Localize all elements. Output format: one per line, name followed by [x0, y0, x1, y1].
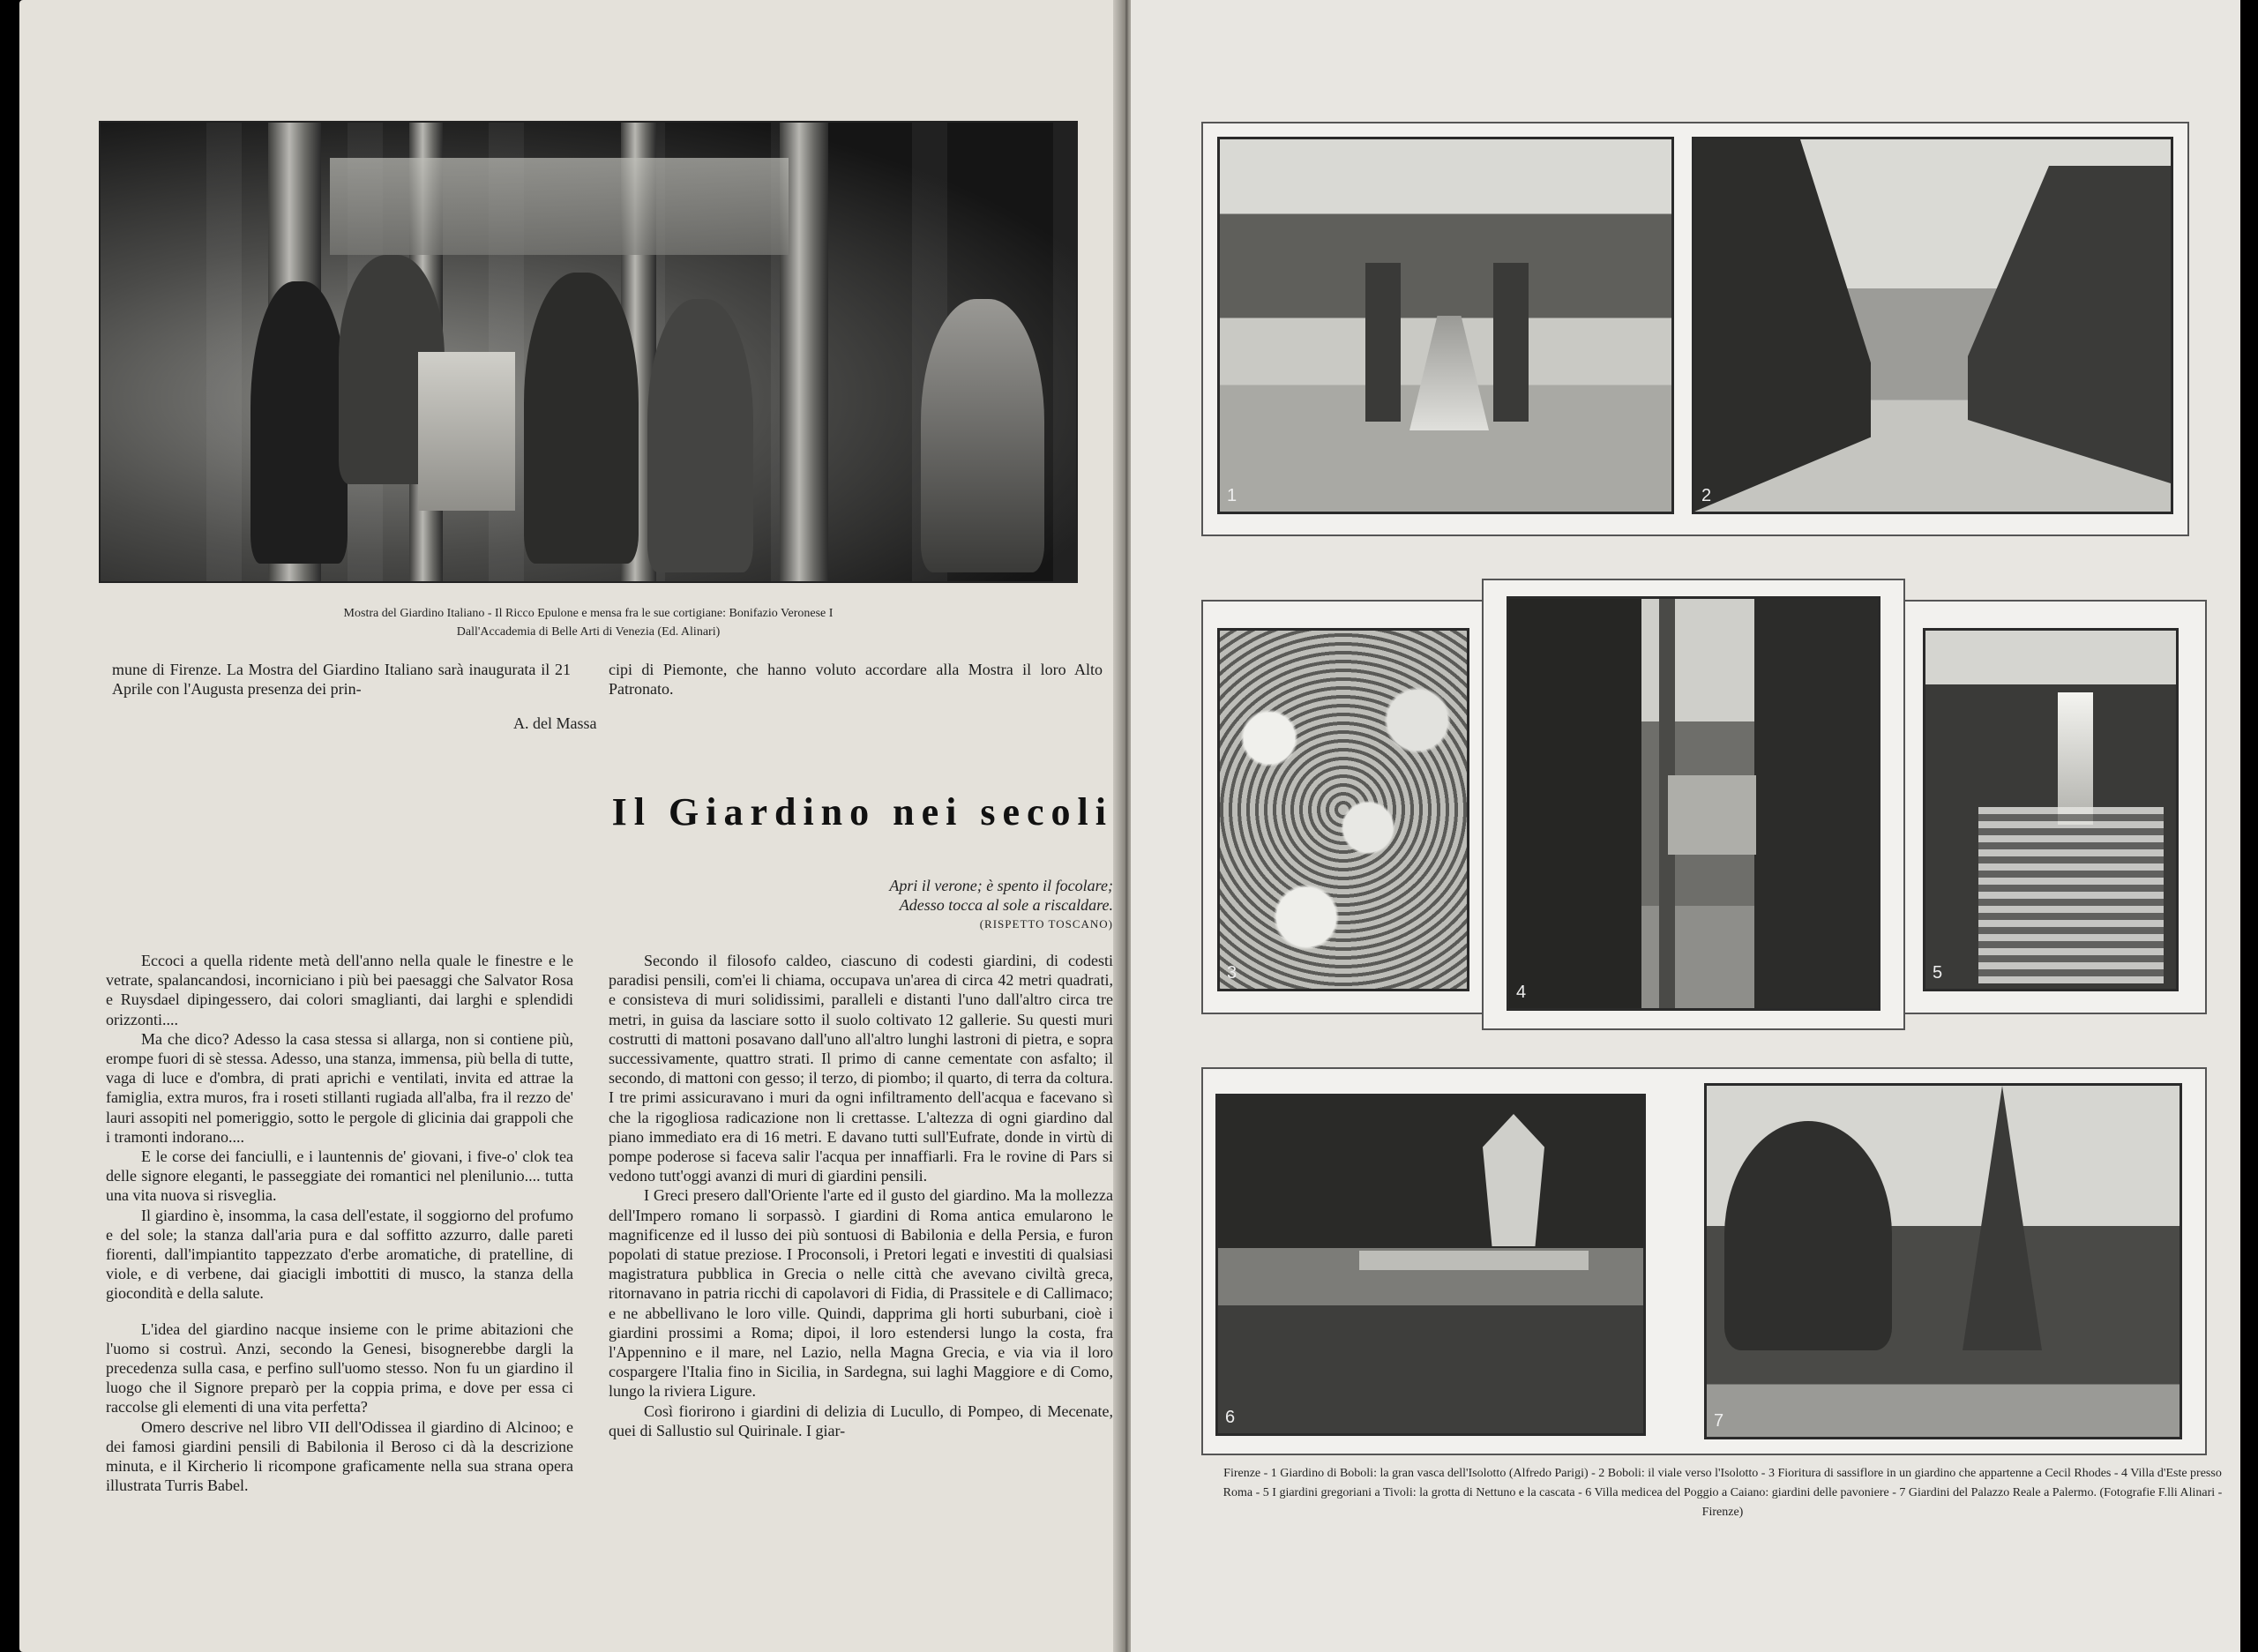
- photo-pavilion: [1483, 1114, 1544, 1246]
- left-page: [19, 0, 1124, 1652]
- painting-figure: [921, 299, 1044, 572]
- epigraph-line2: Adesso tocca al sole a riscaldare.: [899, 896, 1113, 914]
- photo-cypress-right: [1754, 599, 1878, 1008]
- painting-illustration: [99, 121, 1078, 583]
- article-column-1: [106, 951, 573, 1495]
- paragraph: Omero descrive nel libro VII dell'Odissea il giardino di Alcinoo; e dei famosi giardini pensili di Babilonia il Beroso ci dà la descrizione minuta, e il Kircherio li ricompone graficamente nella sua strana opera illustrata Turris Babel.: [106, 1417, 573, 1495]
- photo-number: 6: [1225, 1408, 1236, 1427]
- photo-number: 2: [1701, 486, 1712, 505]
- paragraph: Il giardino è, insomma, la casa dell'estate, il soggiorno del profumo e del sole; la stanza dall'aria pura e dal soffitto azzurro, dalle pareti fiorenti, dall'impiantito tappezzato d'erbe aromatiche, di pratelline, di viole, e di verbene, dai giacigli imbottiti di musco, la stanza della giocondità e della salute.: [106, 1206, 573, 1303]
- photo-detail: [1493, 263, 1529, 422]
- photo-tivoli-cascata: [1923, 628, 2179, 991]
- epigraph-source: (RISPETTO TOSCANO): [979, 917, 1113, 931]
- painting-background-architecture: [330, 158, 789, 255]
- photo-araucaria: [1963, 1086, 2042, 1350]
- paragraph: Ma che dico? Adesso la casa stessa si allarga, non si contiene più, erompe fuori di sè stessa. Adesso, una stanza, immensa, più bella di tutte, vaga di luce e d'ombra, di prati aprichi e ventilati, invita ed attrae la famiglia, extra muros, fra i roseti stillanti rugiada all'alba, fra il rezzo de' lauri assopiti nel pomeriggio, sotto le pergole di glicinia dai grappoli che i tramonti indorano....: [106, 1029, 573, 1146]
- photo-number: 5: [1933, 963, 1943, 983]
- right-page: [1131, 0, 2240, 1652]
- painting-figure: [647, 299, 753, 572]
- paragraph: Secondo il filosofo caldeo, ciascuno di codesti giardini, di codesti paradisi pensili, com'ei li chiama, occupava un'area di circa 42 metri quadrati, e consisteva di muri solidissimi, paralleli e distanti l'uno dall'altro circa tre metri, in guisa da lasciare sotto il suolo coltivato 12 gallerie. Su questi muri costrutti di mattoni posavano dall'uno all'altro lunghi lastroni di pietra, e sopra successivamente, quattro strati. Il primo di canne cementate con asfalto; il secondo, di mattoni con gesso; il terzo, di piombo; il quarto, di terra da coltura. I tre primi assicuravano i muri da ogni infiltramento dell'acqua e facevano sì che la rigogliosa radicazione non li crettasse. L'altezza di ogni giardino dal piano immediato era di 16 metri. E davano tutti sull'Eufrate, donde in virtù di pompe poderose si faceva salir l'acqua per innaffiarli. Fra le rovine di Pars si vedono tutt'oggi avanzi di muri di giardini pensili.: [609, 952, 1113, 1185]
- paragraph: Eccoci a quella ridente metà dell'anno nella quale le finestre e le vetrate, spalancandosi, incorniciano i più bei paesaggi che Salvator Rosa e Ruysdael dipingessero, dai colori smaglianti, dai larghi e splendidi orizzonti....: [106, 952, 573, 1028]
- photo-number: 7: [1714, 1411, 1724, 1431]
- photo-number: 1: [1227, 486, 1237, 505]
- photo-number: 4: [1516, 983, 1527, 1002]
- photo-waterfall: [2058, 692, 2093, 825]
- photo-palermo: [1704, 1083, 2182, 1439]
- photo-hedge-left: [1694, 139, 1871, 512]
- article-author: A. del Massa: [513, 714, 597, 732]
- photo-poggio-caiano: [1215, 1094, 1646, 1436]
- painting-table: [418, 352, 515, 511]
- photo-boboli-viale: [1692, 137, 2173, 514]
- article-column-2: [609, 951, 1113, 1440]
- photo-number: 3: [1227, 963, 1237, 983]
- photo-boboli-isolotto: [1217, 137, 1674, 514]
- epigraph: [725, 876, 1113, 934]
- painting-figure: [250, 281, 348, 564]
- paragraph: I Greci presero dall'Oriente l'arte ed il gusto del giardino. Ma la mollezza dell'Impero romano li sorpassò. I giardini di Roma antica emularono le magnificenze ed il lusso dei più sontuosi di Babilonia e della Persia, e furon popolati di statue preziose. I Proconsoli, i Pretori legati e investiti di qualsiasi magistratura pubblica in Grecia o nelle città che avevano civiltà greca, ritornavano in patria ricchi di capolavori di Fidia, di Prassitele e di Callimaco; e ne abbellivano le loro ville. Quindi, dapprima gli horti suburbani, cioè i giardini prossimi a Roma; dipoi, il loro estendersi lungo la costa, fra l'Appennino e il mare, nel Lazio, nella Magna Grecia, e via via il loro cospargere l'Italia fino in Sicilia, in Sardegna, sui laghi Maggiore e di Como, lungo la riviera Ligure.: [609, 1186, 1113, 1401]
- epigraph-line1: Apri il verone; è spento il focolare;: [889, 877, 1113, 894]
- painting-caption-line1: Mostra del Giardino Italiano - Il Ricco Epulone e mensa fra le sue cortigiane: Bonifazio Veronese I: [343, 607, 834, 620]
- photo-detail: [1409, 316, 1489, 430]
- photo-villa-este: [1507, 596, 1880, 1011]
- painting-figure: [524, 273, 639, 564]
- photo-cascade: [1978, 807, 2164, 983]
- paragraph: Così fiorirono i giardini di delizia di Lucullo, di Pompeo, di Mecenate, quei di Sallustio sul Quirinale. I giar-: [609, 1402, 1113, 1439]
- intro-text-col1: mune di Firenze. La Mostra del Giardino Italiano sarà inaugurata il 21 Aprile con l'Augusta presenza dei prin-: [112, 661, 571, 699]
- photo-cypress-left: [1509, 599, 1641, 1008]
- photo-palm: [1724, 1121, 1892, 1350]
- article-title: Il Giardino nei secoli: [611, 790, 1113, 833]
- painting-caption-line2: Dall'Accademia di Belle Arti di Venezia (Ed. Alinari): [456, 625, 721, 639]
- photo-caption: Firenze - 1 Giardino di Boboli: la gran vasca dell'Isolotto (Alfredo Parigi) - 2 Boboli: il viale verso l'Isolotto - 3 Fioritura di sassiflore in un giardino che appartenne a Cecil Rhodes - 4 Villa d'Este presso Roma - 5 I giardini gregoriani a Tivoli: la grotta di Nettuno e la cascata - 6 Villa medicea del Poggio a Caiano: giardini delle pavoniere - 7 Giardini del Palazzo Reale a Palermo. (Fotografie F.lli Alinari - Firenze): [1222, 1467, 2223, 1519]
- photo-detail: [1365, 263, 1401, 422]
- photo-bridge: [1359, 1251, 1589, 1270]
- photo-villa-building: [1668, 775, 1756, 855]
- paragraph: L'idea del giardino nacque insieme con le prime abitazioni che l'uomo si costruì. Anzi, secondo la Genesi, bisognerebbe dargli la precedenza sulla casa, e perfino sull'uomo stesso. Non fu un giardino il luogo che il Signore preparò per la coppia prima, e dove per essa ci raccolse gli elementi di una vita perfetta?: [106, 1319, 573, 1417]
- photo-sassiflore: [1217, 628, 1469, 991]
- paragraph: E le corse dei fanciulli, e i launtennis de' giovani, i five-o' clok tea delle signore eleganti, le passeggiate dei romantici nel plenilunio.... tutta una vita nuova si risveglia.: [106, 1147, 573, 1205]
- intro-text-col2: cipi di Piemonte, che hanno voluto accordare alla Mostra il loro Alto Patronato.: [609, 661, 1103, 699]
- photo-hedge-right: [1968, 166, 2171, 483]
